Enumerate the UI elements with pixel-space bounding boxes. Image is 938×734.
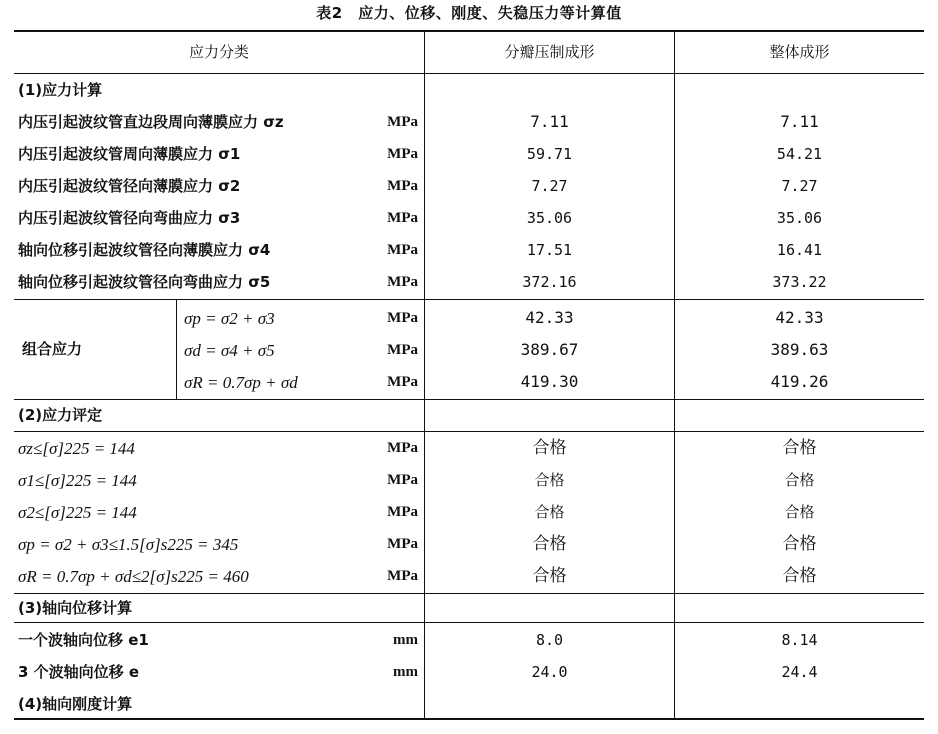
section2-title: (2)应力评定: [18, 406, 103, 424]
disp-unit: mm: [393, 631, 418, 648]
eval-unit: MPa: [387, 471, 418, 488]
stress-unit: MPa: [387, 145, 418, 162]
combined-split-value: 389.67: [520, 340, 579, 359]
stress-unit: MPa: [387, 241, 418, 258]
combined-whole-value: 389.63: [770, 340, 829, 359]
section1-title: (1)应力计算: [18, 80, 103, 99]
stress-split-value: 7.11: [530, 112, 569, 131]
combined-whole-value: 42.33: [775, 308, 824, 327]
section4-title: (4)轴向刚度计算: [18, 694, 133, 713]
section3-rule: [14, 622, 924, 623]
disp-label: 3 个波轴向位移 e: [18, 662, 140, 681]
stress-table: [14, 30, 924, 720]
eval-split-result: 合格: [532, 437, 567, 458]
stress-unit: MPa: [387, 209, 418, 226]
stress-label: 轴向位移引起波纹管径向薄膜应力 σ4: [18, 240, 271, 259]
bottom-rule: [14, 718, 924, 720]
combined-label: 组合应力: [22, 340, 83, 358]
header-split: 分瓣压制成形: [504, 43, 595, 61]
stress-whole-value: 7.27: [781, 176, 818, 195]
eval-whole-result: 合格: [782, 533, 817, 554]
stress-whole-value: 16.41: [776, 240, 823, 259]
combined-formula: σp = σ2 + σ3: [184, 308, 275, 328]
combined-formula: σd = σ4 + σ5: [184, 340, 275, 360]
stress-whole-value: 35.06: [776, 208, 823, 227]
eval-formula: σ2≤[σ]225 = 144: [18, 502, 137, 522]
eval-formula: σ1≤[σ]225 = 144: [18, 470, 137, 490]
stress-whole-value: 54.21: [776, 144, 823, 163]
eval-split-result: 合格: [534, 502, 565, 521]
eval-unit: MPa: [387, 535, 418, 552]
combined-unit: MPa: [387, 373, 418, 390]
eval-whole-result: 合格: [784, 470, 815, 489]
stress-split-value: 7.27: [531, 176, 568, 195]
eval-unit: MPa: [387, 567, 418, 584]
eval-unit: MPa: [387, 503, 418, 520]
stress-split-value: 372.16: [522, 272, 577, 291]
disp-label: 一个波轴向位移 e1: [18, 630, 149, 649]
stress-whole-value: 373.22: [772, 272, 827, 291]
stress-label: 轴向位移引起波纹管径向弯曲应力 σ5: [18, 272, 271, 291]
section3-title: (3)轴向位移计算: [18, 598, 133, 617]
disp-whole-value: 24.4: [781, 662, 818, 681]
header-whole: 整体成形: [769, 43, 830, 61]
combined-divider: [176, 299, 177, 400]
stress-split-value: 59.71: [526, 144, 573, 163]
combined-split-value: 42.33: [525, 308, 574, 327]
combined-formula: σR = 0.7σp + σd: [184, 372, 298, 392]
combined-unit: MPa: [387, 309, 418, 326]
stress-label: 内压引起波纹管周向薄膜应力 σ1: [18, 144, 241, 163]
disp-unit: mm: [393, 663, 418, 680]
header-category: 应力分类: [188, 43, 249, 61]
stress-unit: MPa: [387, 113, 418, 130]
eval-split-result: 合格: [532, 533, 567, 554]
eval-split-result: 合格: [534, 470, 565, 489]
combined-unit: MPa: [387, 341, 418, 358]
table-caption: 表2 应力、位移、刚度、失稳压力等计算值: [316, 4, 622, 22]
eval-whole-result: 合格: [782, 565, 817, 586]
combined-whole-value: 419.26: [770, 372, 829, 391]
disp-split-value: 24.0: [531, 662, 568, 681]
eval-split-result: 合格: [532, 565, 567, 586]
eval-formula: σp = σ2 + σ3≤1.5[σ]s225 = 345: [18, 534, 239, 554]
stress-label: 内压引起波纹管径向薄膜应力 σ2: [18, 176, 241, 195]
stress-split-value: 35.06: [526, 208, 573, 227]
stress-label: 内压引起波纹管径向弯曲应力 σ3: [18, 208, 241, 227]
stress-split-value: 17.51: [526, 240, 573, 259]
stress-unit: MPa: [387, 177, 418, 194]
eval-whole-result: 合格: [782, 437, 817, 458]
disp-whole-value: 8.14: [781, 630, 818, 649]
eval-formula: σz≤[σ]225 = 144: [18, 438, 135, 458]
stress-unit: MPa: [387, 273, 418, 290]
eval-whole-result: 合格: [784, 502, 815, 521]
eval-unit: MPa: [387, 439, 418, 456]
combined-split-value: 419.30: [520, 372, 579, 391]
eval-formula: σR = 0.7σp + σd≤2[σ]s225 = 460: [18, 566, 249, 586]
stress-whole-value: 7.11: [780, 112, 819, 131]
stress-label: 内压引起波纹管直边段周向薄膜应力 σz: [18, 112, 284, 131]
disp-split-value: 8.0: [535, 630, 564, 649]
